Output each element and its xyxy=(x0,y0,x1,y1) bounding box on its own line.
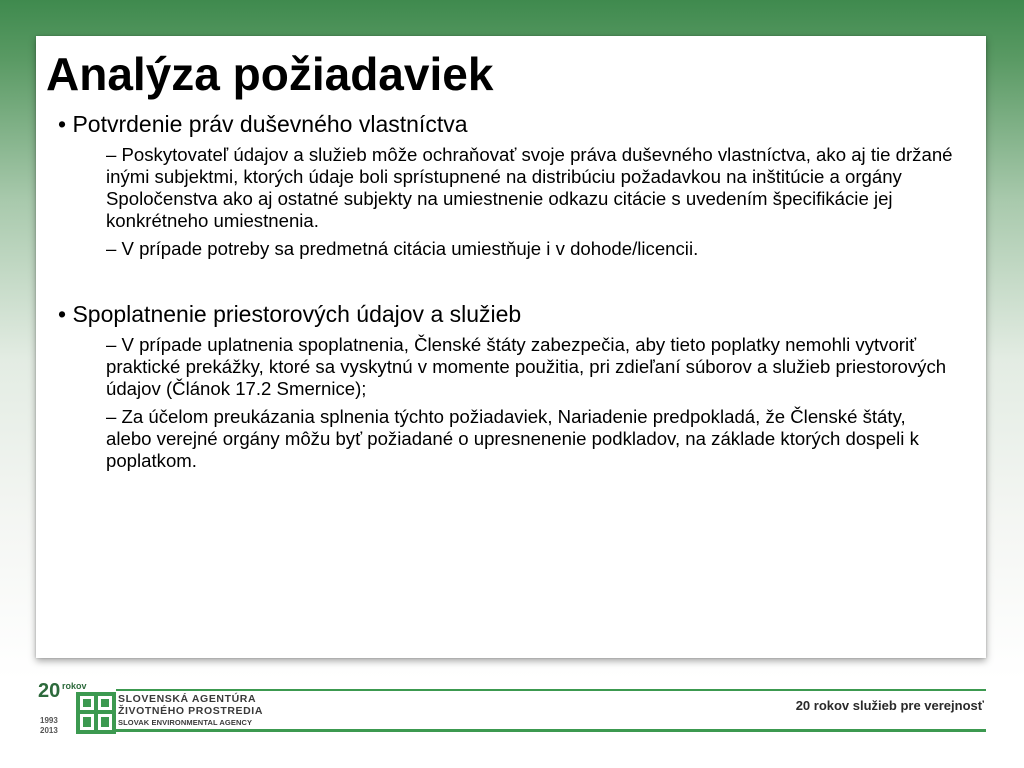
footer-rule-bottom xyxy=(116,729,986,732)
logo-year-start: 1993 xyxy=(40,716,58,725)
logo-year-end: 2013 xyxy=(40,726,58,735)
logo-word: rokov xyxy=(62,681,87,691)
footer-tagline: 20 rokov služieb pre verejnosť xyxy=(795,698,984,713)
sub-item: – Za účelom preukázania splnenia týchto požiadaviek, Nariadenie predpokladá, že Členské štáty, alebo verejné orgány môžu byť požiadané o upresnenenie podkladov, na základe ktorých dospeli k poplatkom. xyxy=(106,406,919,471)
agency-line-2: ŽIVOTNÉHO PROSTREDIA xyxy=(118,704,264,717)
bullet-heading: • Potvrdenie práv duševného vlastníctva xyxy=(58,111,468,137)
slide-body xyxy=(58,110,958,478)
agency-line-1: SLOVENSKÁ AGENTÚRA xyxy=(118,693,257,705)
sub-item: – V prípade potreby sa predmetná citácia umiestňuje i v dohode/licencii. xyxy=(106,238,699,259)
agency-line-3: SLOVAK ENVIRONMENTAL AGENCY xyxy=(118,718,253,727)
section-gap xyxy=(58,266,958,300)
agency-name xyxy=(118,694,263,729)
logo-number: 20 xyxy=(38,680,61,702)
footer-rule-top xyxy=(116,689,986,691)
bullet-heading: • Spoplatnenie priestorových údajov a služieb xyxy=(58,301,522,327)
agency-logo xyxy=(38,680,118,736)
sub-item: – Poskytovateľ údajov a služieb môže ochraňovať svoje práva duševného vlastníctva, ako aj tie držané inými subjektmi, ktorých údaje boli sprístupnené na distribúciu požadavkou na inštitúcie a orgány Spoločenstva ako aj ostatné subjekty na umiestnenie odkazu citácie s uvedením špecifikácie jej konkrétneho umiestnenia. xyxy=(106,144,953,231)
logo-emblem xyxy=(76,692,116,734)
sub-item: – V prípade uplatnenia spoplatnenia, Členské štáty zabezpečia, aby tieto poplatky nemohli vytvoriť praktické prekážky, ktoré sa vyskytnú v momente použitia, pri zdieľaní súborov a služieb priestorových údajov (Článok 17.2 Smernice); xyxy=(106,334,947,399)
slide-title: Analýza požiadaviek xyxy=(46,48,494,100)
